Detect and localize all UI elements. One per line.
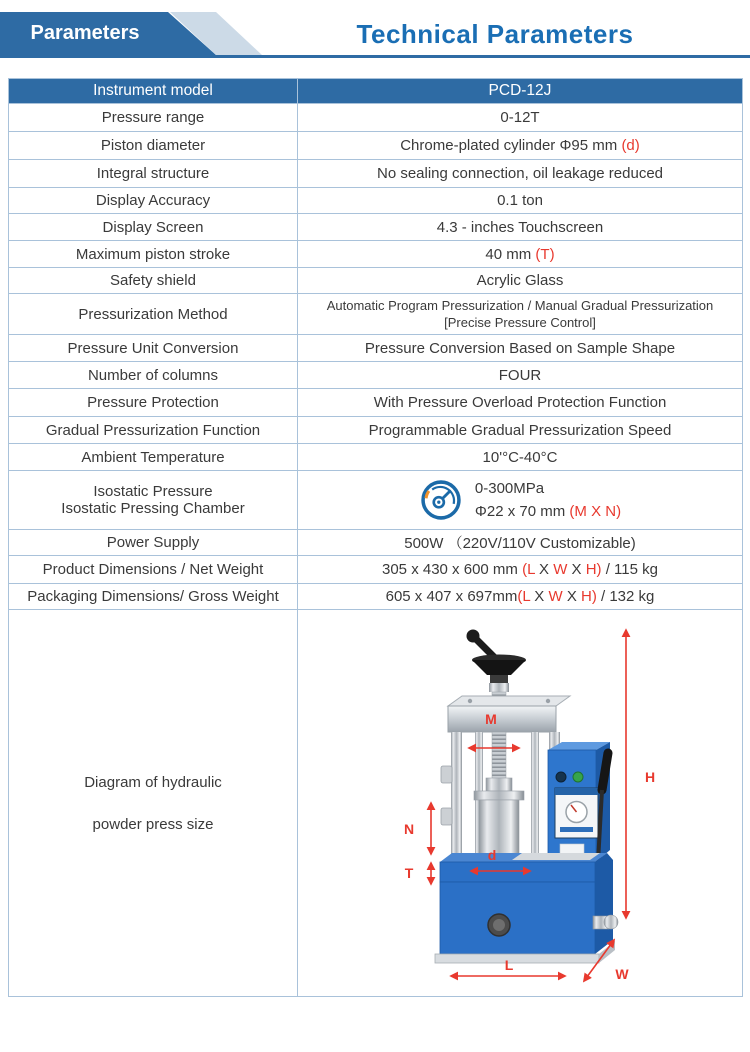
param-cell: Safety shield — [9, 268, 298, 294]
value-cell: Pressure Conversion Based on Sample Shape — [298, 335, 743, 362]
diagram-cell — [298, 610, 743, 997]
table-row — [9, 132, 743, 160]
param-cell: Pressure range — [9, 104, 298, 132]
ribbon-label: Parameters — [30, 22, 140, 44]
pressure-gauge-icon — [419, 478, 463, 522]
value-cell: 4.3 - inches Touchscreen — [298, 214, 743, 241]
table-row — [9, 188, 743, 214]
table-row — [9, 241, 743, 268]
diagram-caption-line-2: powder press size — [92, 815, 214, 833]
dim-label-W: W — [615, 966, 629, 982]
table-row — [9, 556, 743, 584]
isostatic-pressure-range: 0-300MPa — [474, 480, 545, 497]
param-cell: Gradual Pressurization Function — [9, 417, 298, 444]
value-cell: Chrome-plated cylinder Φ95 mm (d) — [298, 132, 743, 160]
param-cell: Display Accuracy — [9, 188, 298, 214]
param-cell: Packaging Dimensions/ Gross Weight — [9, 584, 298, 610]
isostatic-chamber-size: Φ22 x 70 mm (M X N) — [474, 503, 622, 520]
table-row — [9, 584, 743, 610]
value-cell: FOUR — [298, 362, 743, 389]
value-line-1: Automatic Program Pressurization / Manual Gradual Pressurization — [326, 298, 714, 313]
hydraulic-press-diagram — [302, 610, 743, 996]
value-cell: 305 x 430 x 600 mm (L X W X H) / 115 kg — [298, 556, 743, 584]
value-line-2: [Precise Pressure Control] — [444, 315, 596, 330]
value-cell: 40 mm (T) — [298, 241, 743, 268]
value-cell: 500W （220V/110V Customizable) — [298, 530, 743, 556]
table-row — [9, 444, 743, 471]
dim-label-T: T — [404, 865, 414, 881]
dim-label-L: L — [504, 957, 514, 973]
table-row — [9, 417, 743, 444]
header-param-cell: Instrument model — [9, 79, 298, 104]
param-cell: Piston diameter — [9, 132, 298, 160]
value-cell: Programmable Gradual Pressurization Speed — [298, 417, 743, 444]
param-cell: Power Supply — [9, 530, 298, 556]
table-row — [9, 389, 743, 417]
value-cell: 10'°C-40°C — [298, 444, 743, 471]
header-value-cell: PCD-12J — [298, 79, 743, 104]
param-cell: Display Screen — [9, 214, 298, 241]
table-row — [9, 362, 743, 389]
param-cell: Pressure Protection — [9, 389, 298, 417]
param-cell: Pressure Unit Conversion — [9, 335, 298, 362]
table-row — [9, 294, 743, 335]
table-row — [9, 160, 743, 188]
diagram-caption-cell — [9, 610, 298, 997]
dim-label-N: N — [403, 821, 415, 837]
dim-label-H: H — [644, 769, 656, 785]
dim-label-M: M — [485, 711, 497, 727]
table-row — [9, 471, 743, 530]
value-cell — [298, 471, 743, 530]
param-cell: Pressurization Method — [9, 294, 298, 335]
page-header — [0, 12, 750, 55]
value-cell: 0.1 ton — [298, 188, 743, 214]
press-machine-illustration — [435, 630, 618, 964]
value-cell: No sealing connection, oil leakage reduced — [298, 160, 743, 188]
param-cell: Ambient Temperature — [9, 444, 298, 471]
value-cell: With Pressure Overload Protection Function — [298, 389, 743, 417]
table-row — [9, 214, 743, 241]
diagram-caption-line-1: Diagram of hydraulic — [84, 773, 222, 791]
table-row — [9, 530, 743, 556]
param-cell — [9, 471, 298, 530]
diagram-row — [9, 610, 743, 997]
param-line-1: Isostatic Pressure — [93, 483, 213, 500]
table-header-row — [9, 79, 743, 104]
header-divider-line — [0, 55, 750, 58]
param-cell: Maximum piston stroke — [9, 241, 298, 268]
param-cell: Product Dimensions / Net Weight — [9, 556, 298, 584]
value-cell: Acrylic Glass — [298, 268, 743, 294]
param-line-2: Isostatic Pressing Chamber — [61, 500, 245, 517]
page-title: Technical Parameters — [356, 19, 634, 49]
dim-label-d: d — [487, 847, 497, 863]
table-row — [9, 104, 743, 132]
value-cell: 605 x 407 x 697mm(L X W X H) / 132 kg — [298, 584, 743, 610]
parameters-table — [8, 78, 743, 997]
value-cell: 0-12T — [298, 104, 743, 132]
param-cell: Integral structure — [9, 160, 298, 188]
param-cell: Number of columns — [9, 362, 298, 389]
value-cell — [298, 294, 743, 335]
table-row — [9, 335, 743, 362]
table-row — [9, 268, 743, 294]
